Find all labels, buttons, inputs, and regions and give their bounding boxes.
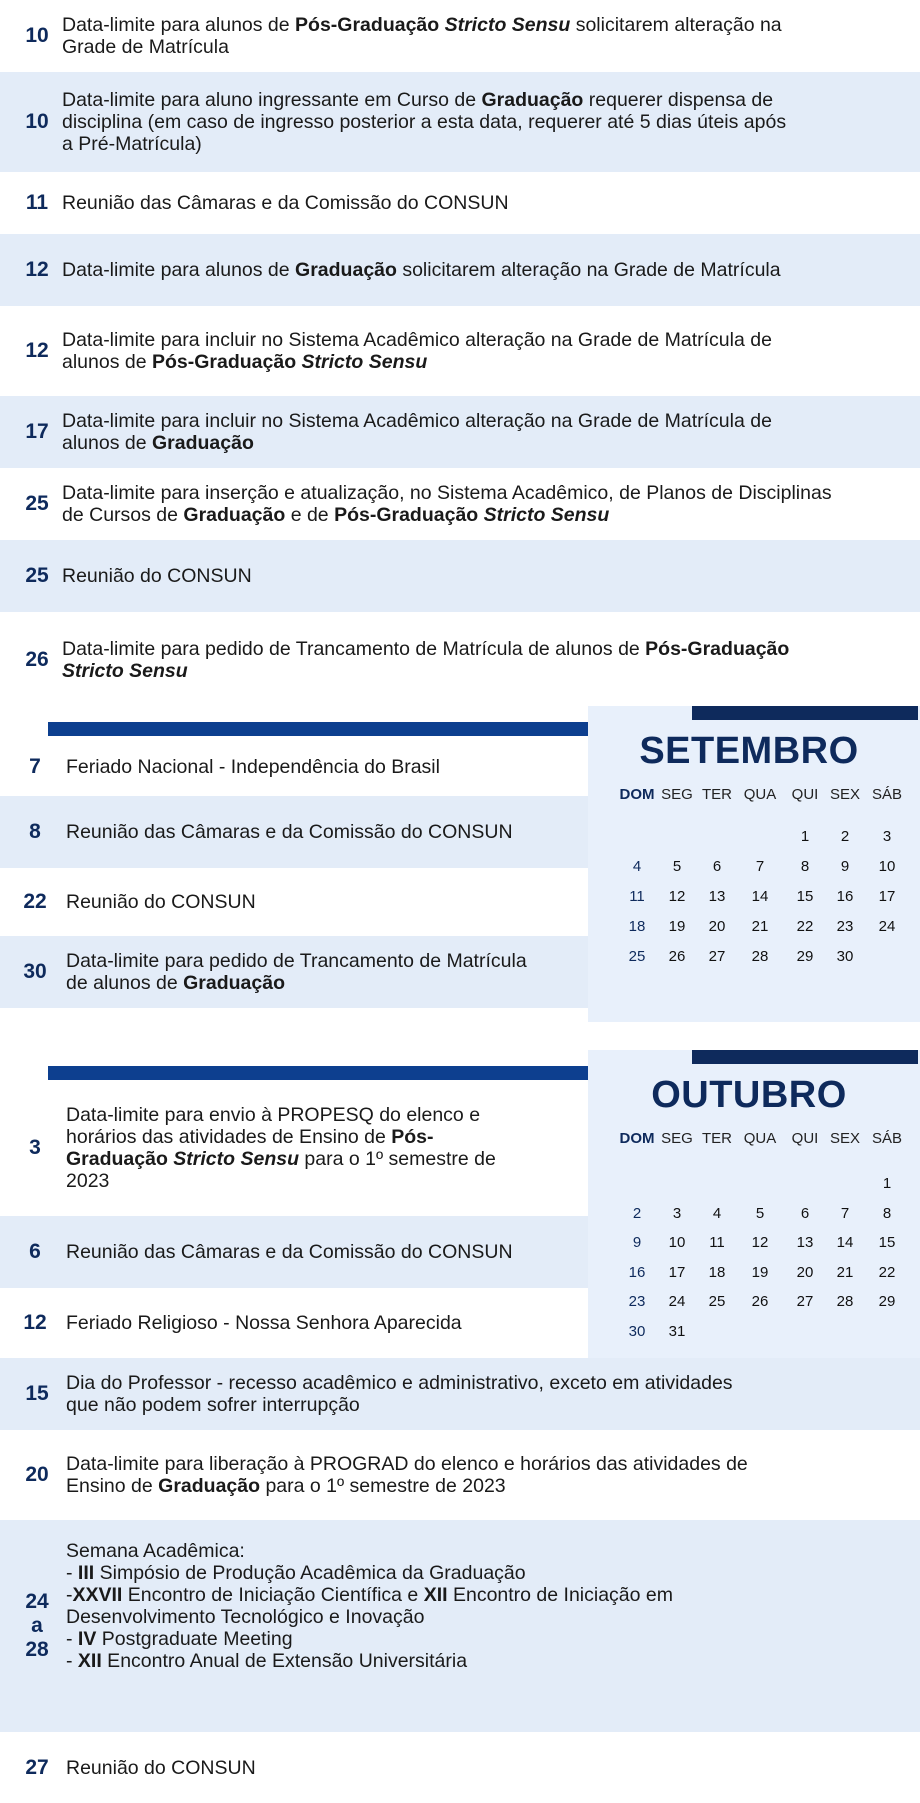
september-calendar-day: 30 (836, 948, 854, 965)
october-calendar-day: 13 (796, 1234, 814, 1251)
october-calendar-day: 21 (836, 1263, 854, 1281)
october-calendar-day: 24 (668, 1293, 686, 1310)
text-segment: Data-limite para pedido de Trancamento de Matrícula de alunos de (62, 637, 646, 660)
september-calendar-day: 24 (878, 918, 896, 935)
september-event-text (66, 950, 582, 994)
september-calendar-day: 18 (628, 918, 646, 935)
september-calendar-day: 5 (672, 858, 682, 875)
september-weekday-header: SÁB (871, 786, 902, 803)
text-segment: Reunião do CONSUN (62, 565, 252, 587)
text-segment: Data-limite para incluir no Sistema Acadêmico alteração na Grade de Matrícula de alunos de (62, 410, 772, 454)
september-calendar-day: 10 (878, 858, 896, 875)
september-event-day: 22 (23, 890, 47, 913)
august-event-day: 26 (25, 647, 49, 671)
august-event-text (62, 638, 914, 682)
august-event-text (62, 482, 914, 526)
october-event-text (66, 1757, 914, 1779)
september-calendar-day: 28 (751, 948, 769, 965)
october-event-text (66, 1453, 914, 1497)
september-calendar-day: 22 (796, 918, 814, 935)
september-event-day: 8 (29, 820, 41, 843)
october-calendar-day: 10 (668, 1234, 686, 1251)
october-calendar-day: 17 (668, 1263, 686, 1281)
october-weekday-header: SÁB (871, 1130, 902, 1147)
august-event-text (62, 410, 914, 454)
august-event-text (62, 329, 914, 373)
october-calendar-day: 26 (751, 1293, 769, 1310)
text-segment: Pós-Graduação (645, 637, 790, 660)
september-calendar-day: 27 (708, 948, 726, 965)
october-event-text (66, 1312, 582, 1334)
october-event-day: 24 a 28 (25, 1590, 49, 1661)
october-calendar-day: 7 (840, 1204, 850, 1222)
october-weekday-header: QUA (743, 1130, 777, 1147)
october-weekday-header: TER (702, 1130, 732, 1147)
october-calendar-day: 20 (796, 1263, 814, 1281)
october-event-day: 27 (25, 1755, 49, 1779)
text-segment: IV (77, 1628, 97, 1650)
october-calendar-day: 31 (668, 1322, 686, 1340)
september-calendar-day: 11 (629, 888, 645, 905)
text-segment: solicitarem alteração na Grade de Matrícula (62, 14, 782, 58)
text-segment: para o 1º semestre de 2023 (260, 1475, 506, 1497)
august-event-text (62, 565, 914, 587)
text-segment: Reunião das Câmaras e da Comissão do CONSUN (66, 821, 513, 843)
text-segment: Reunião das Câmaras e da Comissão do CONSUN (66, 1241, 513, 1263)
october-weekday-header: DOM (619, 1130, 655, 1147)
october-calendar-day: 12 (751, 1234, 769, 1251)
text-segment: III (77, 1562, 95, 1584)
text-segment: Pós-Graduação (152, 351, 302, 373)
september-weekday-header: SEX (829, 786, 860, 803)
text-segment: Stricto Sensu (483, 504, 610, 526)
text-segment: Stricto Sensu (444, 14, 571, 36)
text-segment: Graduação (183, 504, 286, 526)
october-month-title: OUTUBRO (651, 1074, 847, 1116)
september-calendar-top-bar (692, 706, 918, 720)
october-calendar-day: 9 (632, 1234, 642, 1251)
october-event-day: 6 (29, 1240, 41, 1263)
september-calendar-day: 12 (668, 888, 686, 905)
october-calendar-day: 28 (836, 1293, 854, 1310)
text-segment: Graduação (183, 972, 285, 994)
text-segment: Reunião do CONSUN (66, 891, 256, 913)
september-event-text (66, 891, 582, 913)
october-calendar-top-bar (692, 1050, 918, 1064)
text-segment: Pós-Graduação (334, 504, 484, 526)
september-event-day: 30 (23, 960, 47, 983)
september-calendar-day: 20 (708, 918, 726, 935)
text-segment: Encontro de Iniciação Científica e (122, 1584, 424, 1606)
september-calendar-day: 9 (840, 858, 850, 875)
august-event-day: 11 (25, 191, 49, 214)
text-segment: Data-limite para alunos de (62, 259, 296, 281)
september-event-text (66, 756, 582, 778)
september-weekday-header: TER (702, 786, 732, 803)
text-segment: Reunião das Câmaras e da Comissão do CONSUN (62, 192, 509, 214)
text-segment: Stricto Sensu (301, 351, 428, 373)
text-segment: Data-limite para aluno ingressante em Curso de (62, 89, 482, 111)
september-calendar-day: 23 (836, 918, 854, 935)
text-segment: solicitarem alteração na Grade de Matrícula (396, 259, 781, 281)
august-event-text (62, 259, 914, 281)
text-segment: XII (423, 1584, 448, 1606)
text-segment: XXVII (72, 1584, 123, 1606)
september-calendar-day: 13 (708, 888, 726, 905)
september-calendar-day: 14 (751, 888, 769, 905)
text-segment: Graduação (481, 89, 584, 111)
october-calendar-day: 11 (709, 1234, 725, 1251)
text-segment: Data-limite para incluir no Sistema Acadêmico alteração na Grade de Matrícula de alunos de (62, 329, 772, 373)
october-calendar-day: 29 (878, 1293, 896, 1310)
august-event-day: 12 (25, 339, 49, 362)
october-event-day: 20 (25, 1463, 49, 1486)
september-weekday-header: QUA (743, 786, 777, 803)
september-event-text (66, 821, 582, 843)
august-event-day: 25 (25, 564, 49, 587)
september-calendar-day: 17 (878, 888, 896, 905)
text-segment: Stricto Sensu (62, 659, 188, 682)
text-segment: Reunião do CONSUN (66, 1756, 256, 1779)
october-calendar-day: 23 (628, 1293, 646, 1310)
september-calendar-day: 1 (800, 828, 810, 845)
october-calendar-day: 6 (800, 1204, 810, 1222)
september-weekday-header: SEG (661, 786, 693, 803)
september-weekday-header: QUI (791, 786, 819, 803)
september-calendar-day: 2 (840, 828, 850, 845)
october-weekday-header: SEG (661, 1130, 693, 1147)
text-segment: Feriado Religioso - Nossa Senhora Aparecida (66, 1312, 462, 1334)
text-segment: Graduação (158, 1475, 261, 1497)
october-calendar-day: 16 (628, 1263, 646, 1281)
september-calendar-day: 3 (882, 828, 892, 845)
text-segment: Pós-Graduação (295, 14, 445, 36)
august-event-text (62, 89, 914, 155)
text-segment: Encontro Anual de Extensão Universitária (101, 1650, 468, 1672)
october-calendar-day: 4 (712, 1204, 722, 1222)
text-segment: Data-limite para pedido de Trancamento de Matrícula de alunos de (66, 950, 527, 994)
september-weekday-header: DOM (619, 786, 655, 803)
september-calendar-day: 19 (668, 918, 686, 935)
text-segment: requerer dispensa de disciplina (em caso de ingresso posterior a esta data, requerer até 5 dias úteis após a Pré-Matrícula) (62, 89, 787, 155)
august-event-day: 12 (25, 258, 49, 281)
october-weekday-header: SEX (829, 1130, 860, 1147)
september-calendar-day: 26 (668, 948, 686, 965)
september-calendar-day: 25 (628, 948, 646, 965)
august-event-day: 17 (25, 420, 49, 443)
october-event-text (66, 1104, 582, 1192)
october-calendar-day: 15 (878, 1234, 896, 1251)
text-segment: para o 1º semestre de 2023 (66, 1148, 496, 1192)
september-month-title: SETEMBRO (639, 730, 859, 772)
september-calendar-day: 7 (755, 858, 765, 875)
september-header-bar (48, 722, 634, 736)
text-segment: Pós- Graduação (66, 1126, 434, 1170)
september-calendar-day: 29 (796, 948, 814, 965)
october-event-day: 12 (23, 1311, 47, 1334)
october-weekday-header: QUI (791, 1130, 819, 1147)
october-event-text (66, 1540, 914, 1672)
text-segment: Encontro de Iniciação em Desenvolvimento Tecnológico e Inovação - (66, 1584, 674, 1650)
september-calendar-day: 4 (632, 858, 642, 875)
october-calendar-day: 25 (708, 1293, 726, 1310)
september-calendar-day: 16 (836, 888, 854, 905)
october-calendar-day: 30 (628, 1322, 646, 1340)
october-event-day: 3 (29, 1136, 41, 1159)
september-calendar-day: 8 (800, 858, 810, 875)
august-event-day: 10 (25, 110, 49, 133)
text-segment: Dia do Professor - recesso acadêmico e administrativo, exceto em atividades que não podem sofrer interrupção (66, 1372, 733, 1416)
text-segment: Graduação (152, 432, 254, 454)
october-calendar-day: 1 (882, 1175, 892, 1192)
october-calendar-day: 2 (632, 1204, 642, 1222)
august-event-day: 25 (25, 492, 49, 515)
text-segment: Stricto Sensu (173, 1148, 299, 1170)
text-segment: Data-limite para alunos de (62, 14, 296, 36)
october-calendar-day: 19 (751, 1263, 769, 1281)
august-event-text (62, 14, 914, 58)
october-header-bar (48, 1066, 634, 1080)
september-calendar-day: 6 (712, 858, 722, 875)
text-segment: Data-limite para inserção e atualização, no Sistema Acadêmico, de Planos de Disciplinas de Cursos de (62, 482, 832, 526)
october-calendar-day: 14 (836, 1234, 854, 1251)
september-calendar-day: 21 (751, 918, 769, 935)
text-segment: Simpósio de Produção Acadêmica da Graduação - (66, 1562, 526, 1606)
text-segment: Data-limite para envio à PROPESQ do elenco e horários das atividades de Ensino de (66, 1104, 481, 1148)
august-event-text (62, 192, 914, 214)
september-event-day: 7 (29, 755, 41, 778)
october-event-text (66, 1241, 582, 1263)
october-calendar-day: 5 (755, 1204, 765, 1222)
august-event-day: 10 (25, 24, 49, 47)
text-segment: Postgraduate Meeting - (66, 1628, 293, 1672)
october-calendar-day: 18 (708, 1263, 726, 1281)
october-event-text (66, 1372, 914, 1416)
september-calendar-day: 15 (796, 888, 814, 905)
october-calendar-day: 27 (796, 1293, 814, 1310)
october-calendar-day: 8 (882, 1204, 892, 1222)
text-segment: Feriado Nacional - Independência do Brasil (66, 756, 440, 778)
october-event-day: 15 (25, 1382, 49, 1405)
text-segment: Data-limite para liberação à PROGRAD do elenco e horários das atividades de Ensino de (66, 1453, 748, 1497)
text-segment: Graduação (295, 259, 397, 281)
text-segment: Semana Acadêmica: - (66, 1540, 245, 1584)
text-segment: e de (285, 504, 335, 526)
october-calendar-day: 3 (672, 1204, 682, 1222)
october-calendar-day: 22 (878, 1263, 896, 1281)
text-segment: XII (77, 1650, 102, 1672)
